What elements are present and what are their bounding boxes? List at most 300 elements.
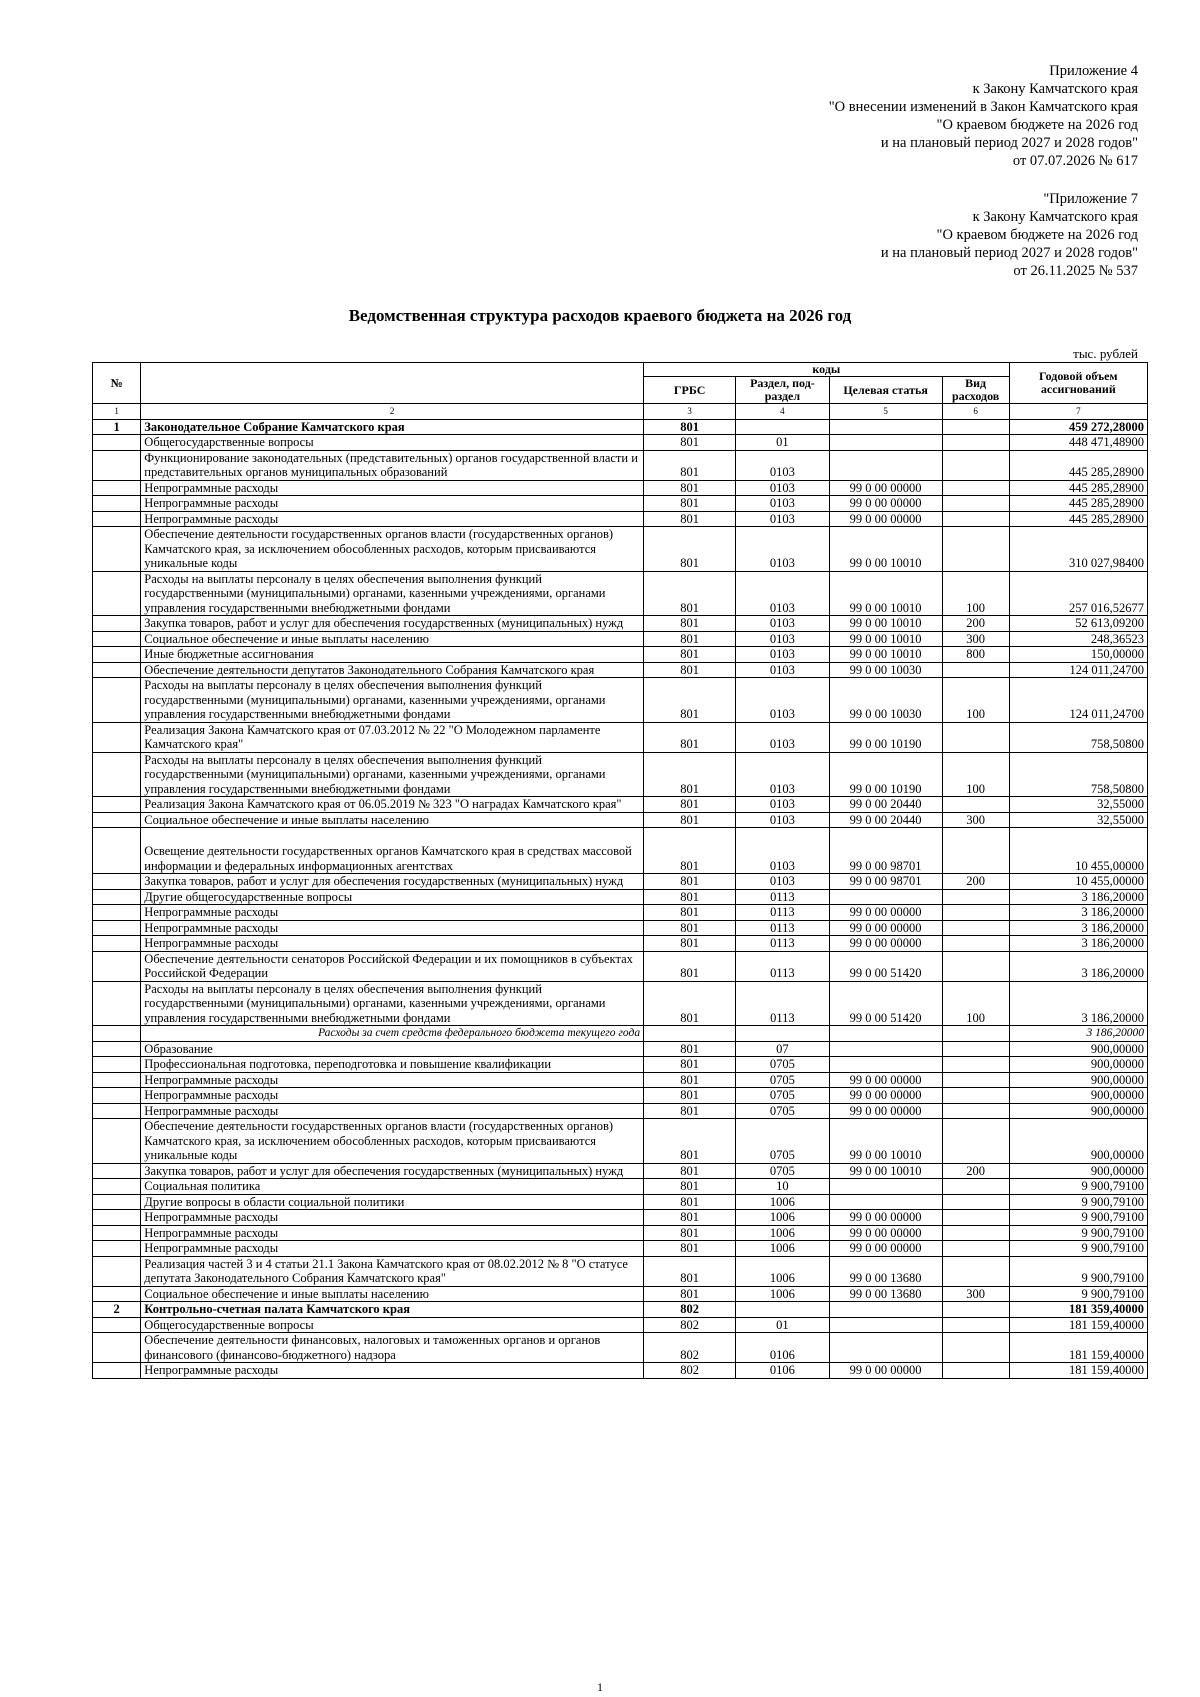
row-target-article: 99 0 00 10190	[829, 722, 942, 752]
annex-block	[829, 62, 1138, 170]
table-row	[93, 480, 1148, 496]
row-target-article: 99 0 00 51420	[829, 981, 942, 1026]
annex-line: Приложение 4	[1049, 63, 1138, 79]
row-number	[93, 1286, 141, 1302]
row-number	[93, 1194, 141, 1210]
row-number	[93, 828, 141, 874]
row-description: Другие общегосударственные вопросы	[141, 889, 644, 905]
table-row	[93, 1119, 1148, 1164]
row-number	[93, 905, 141, 921]
row-grbs: 801	[644, 1241, 736, 1257]
row-number: 1	[93, 419, 141, 435]
row-amount: 900,00000	[1009, 1041, 1147, 1057]
row-amount: 459 272,28000	[1009, 419, 1147, 435]
row-section: 0103	[736, 647, 829, 663]
column-number: 2	[141, 404, 644, 420]
row-target-article	[829, 450, 942, 480]
annex-line: от 26.11.2025 № 537	[1013, 263, 1138, 279]
row-section: 0705	[736, 1103, 829, 1119]
row-grbs: 802	[644, 1363, 736, 1379]
row-grbs: 801	[644, 511, 736, 527]
row-expense-type	[942, 1194, 1009, 1210]
row-target-article: 99 0 00 00000	[829, 496, 942, 512]
row-section: 0106	[736, 1363, 829, 1379]
row-grbs: 801	[644, 1103, 736, 1119]
row-amount: 150,00000	[1009, 647, 1147, 663]
row-amount: 445 285,28900	[1009, 480, 1147, 496]
row-description: Непрограммные расходы	[141, 1072, 644, 1088]
row-amount: 3 186,20000	[1009, 1026, 1147, 1042]
budget-table	[92, 362, 1148, 1379]
table-row	[93, 419, 1148, 435]
row-expense-type	[942, 1363, 1009, 1379]
row-grbs: 801	[644, 1210, 736, 1226]
row-number	[93, 631, 141, 647]
row-number	[93, 662, 141, 678]
table-row	[93, 1057, 1148, 1073]
row-target-article: 99 0 00 10010	[829, 647, 942, 663]
table-row	[93, 951, 1148, 981]
row-expense-type	[942, 480, 1009, 496]
row-description: Закупка товаров, работ и услуг для обеспечения государственных (муниципальных) нужд	[141, 616, 644, 632]
row-target-article: 99 0 00 00000	[829, 1072, 942, 1088]
row-description: Социальное обеспечение и иные выплаты населению	[141, 1286, 644, 1302]
header-amount: Годовой объем ассигнований	[1009, 363, 1147, 404]
row-grbs: 801	[644, 889, 736, 905]
row-amount: 9 900,79100	[1009, 1256, 1147, 1286]
row-expense-type	[942, 722, 1009, 752]
row-expense-type	[942, 936, 1009, 952]
table-row	[93, 647, 1148, 663]
row-description: Непрограммные расходы	[141, 1103, 644, 1119]
row-section: 1006	[736, 1241, 829, 1257]
annex-block	[829, 190, 1138, 280]
document-title: Ведомственная структура расходов краевого бюджета на 2026 год	[348, 306, 852, 325]
row-number	[93, 812, 141, 828]
row-section: 0103	[736, 616, 829, 632]
row-section: 0103	[736, 571, 829, 616]
row-target-article: 99 0 00 00000	[829, 1088, 942, 1104]
row-section: 1006	[736, 1286, 829, 1302]
row-description: Расходы на выплаты персоналу в целях обеспечения выполнения функций государственными (муниципальными) органами, казенными учреждениями, органами управления государственными внебюджетными фондами	[141, 678, 644, 723]
row-grbs: 801	[644, 1256, 736, 1286]
table-row	[93, 1041, 1148, 1057]
table-row	[93, 1256, 1148, 1286]
row-section: 0705	[736, 1119, 829, 1164]
row-expense-type	[942, 1241, 1009, 1257]
row-number	[93, 1363, 141, 1379]
row-amount: 448 471,48900	[1009, 435, 1147, 451]
row-target-article	[829, 419, 942, 435]
row-description: Непрограммные расходы	[141, 496, 644, 512]
row-grbs: 801	[644, 647, 736, 663]
table-row	[93, 752, 1148, 797]
annex-line: "О краевом бюджете на 2026 год	[936, 117, 1138, 133]
table-row	[93, 936, 1148, 952]
row-amount: 3 186,20000	[1009, 920, 1147, 936]
header-codes: коды	[644, 363, 1010, 377]
row-section: 1006	[736, 1194, 829, 1210]
row-description: Непрограммные расходы	[141, 920, 644, 936]
row-grbs: 801	[644, 1163, 736, 1179]
row-description: Контрольно-счетная палата Камчатского края	[141, 1302, 644, 1318]
row-number	[93, 951, 141, 981]
row-description: Расходы на выплаты персоналу в целях обеспечения выполнения функций государственными (муниципальными) органами, казенными учреждениями, органами управления государственными внебюджетными фондами	[141, 752, 644, 797]
row-grbs: 801	[644, 450, 736, 480]
row-amount: 181 359,40000	[1009, 1302, 1147, 1318]
row-amount: 900,00000	[1009, 1103, 1147, 1119]
table-row	[93, 511, 1148, 527]
row-expense-type	[942, 905, 1009, 921]
row-amount: 10 455,00000	[1009, 874, 1147, 890]
row-expense-type	[942, 419, 1009, 435]
table-row	[93, 1072, 1148, 1088]
row-grbs: 801	[644, 1072, 736, 1088]
table-row	[93, 1179, 1148, 1195]
row-amount: 257 016,52677	[1009, 571, 1147, 616]
row-target-article: 99 0 00 00000	[829, 920, 942, 936]
row-grbs: 801	[644, 631, 736, 647]
row-target-article: 99 0 00 20440	[829, 812, 942, 828]
row-description: Социальное обеспечение и иные выплаты населению	[141, 631, 644, 647]
row-amount: 758,50800	[1009, 722, 1147, 752]
row-number	[93, 1225, 141, 1241]
row-expense-type	[942, 1333, 1009, 1363]
table-row	[93, 1363, 1148, 1379]
row-section: 0103	[736, 450, 829, 480]
row-number	[93, 1057, 141, 1073]
row-section	[736, 1302, 829, 1318]
row-number	[93, 1088, 141, 1104]
row-expense-type: 200	[942, 1163, 1009, 1179]
header-grbs: ГРБС	[644, 377, 736, 404]
row-expense-type: 100	[942, 678, 1009, 723]
header-type: Вид расходов	[942, 377, 1009, 404]
row-section: 0705	[736, 1057, 829, 1073]
row-section: 0113	[736, 936, 829, 952]
row-grbs: 801	[644, 797, 736, 813]
row-number	[93, 1256, 141, 1286]
row-grbs: 801	[644, 527, 736, 572]
row-number	[93, 496, 141, 512]
row-description: Социальная политика	[141, 1179, 644, 1195]
row-expense-type	[942, 1119, 1009, 1164]
row-description: Обеспечение деятельности сенаторов Российской Федерации и их помощников в субъектах Российской Федерации	[141, 951, 644, 981]
row-amount: 3 186,20000	[1009, 905, 1147, 921]
row-section: 07	[736, 1041, 829, 1057]
row-amount: 900,00000	[1009, 1057, 1147, 1073]
row-description: Непрограммные расходы	[141, 511, 644, 527]
table-row	[93, 828, 1148, 874]
row-number	[93, 1103, 141, 1119]
row-amount: 124 011,24700	[1009, 662, 1147, 678]
row-description: Обеспечение деятельности государственных органов власти (государственных органов) Камчатского края, за исключением обособленных расходов, которым присваиваются уникальные коды	[141, 1119, 644, 1164]
row-number	[93, 1163, 141, 1179]
row-section: 1006	[736, 1256, 829, 1286]
row-section: 0103	[736, 722, 829, 752]
row-grbs: 801	[644, 874, 736, 890]
row-description: Обеспечение деятельности государственных органов власти (государственных органов) Камчатского края, за исключением обособленных расходов, которым присваиваются уникальные коды	[141, 527, 644, 572]
row-section: 0103	[736, 662, 829, 678]
row-number	[93, 450, 141, 480]
table-row	[93, 874, 1148, 890]
row-expense-type: 100	[942, 752, 1009, 797]
table-row	[93, 1302, 1148, 1318]
row-description: Закупка товаров, работ и услуг для обеспечения государственных (муниципальных) нужд	[141, 1163, 644, 1179]
row-description: Непрограммные расходы	[141, 1088, 644, 1104]
page-number: 1	[597, 1680, 603, 1694]
table-row	[93, 571, 1148, 616]
row-expense-type	[942, 511, 1009, 527]
table-row	[93, 981, 1148, 1026]
row-target-article: 99 0 00 00000	[829, 1241, 942, 1257]
row-target-article	[829, 435, 942, 451]
row-section: 0103	[736, 511, 829, 527]
row-description: Непрограммные расходы	[141, 1210, 644, 1226]
row-number	[93, 647, 141, 663]
row-grbs: 802	[644, 1317, 736, 1333]
row-target-article: 99 0 00 13680	[829, 1256, 942, 1286]
row-grbs: 801	[644, 905, 736, 921]
row-grbs: 802	[644, 1333, 736, 1363]
row-section: 0103	[736, 496, 829, 512]
row-section: 0113	[736, 951, 829, 981]
row-target-article: 99 0 00 00000	[829, 511, 942, 527]
row-section: 1006	[736, 1225, 829, 1241]
row-amount: 445 285,28900	[1009, 496, 1147, 512]
row-grbs: 801	[644, 752, 736, 797]
row-target-article: 99 0 00 10010	[829, 527, 942, 572]
row-section: 0705	[736, 1088, 829, 1104]
row-amount: 445 285,28900	[1009, 511, 1147, 527]
column-number: 4	[736, 404, 829, 420]
row-amount: 52 613,09200	[1009, 616, 1147, 632]
row-target-article: 99 0 00 10010	[829, 616, 942, 632]
row-description: Непрограммные расходы	[141, 1225, 644, 1241]
row-target-article	[829, 1179, 942, 1195]
row-number	[93, 936, 141, 952]
row-target-article: 99 0 00 00000	[829, 480, 942, 496]
table-row	[93, 1194, 1148, 1210]
row-target-article	[829, 1057, 942, 1073]
row-amount: 3 186,20000	[1009, 951, 1147, 981]
row-target-article: 99 0 00 00000	[829, 1225, 942, 1241]
row-grbs: 801	[644, 936, 736, 952]
row-grbs: 801	[644, 480, 736, 496]
row-number	[93, 527, 141, 572]
row-target-article	[829, 1194, 942, 1210]
row-number	[93, 571, 141, 616]
column-number: 7	[1009, 404, 1147, 420]
row-number	[93, 678, 141, 723]
row-expense-type: 300	[942, 1286, 1009, 1302]
row-number	[93, 1026, 141, 1042]
row-target-article: 99 0 00 13680	[829, 1286, 942, 1302]
row-grbs	[644, 1026, 736, 1042]
column-number: 1	[93, 404, 141, 420]
row-section: 0103	[736, 480, 829, 496]
row-description: Реализация Закона Камчатского края от 07.03.2012 № 22 "О Молодежном парламенте Камчатского края"	[141, 722, 644, 752]
row-number	[93, 480, 141, 496]
table-row	[93, 920, 1148, 936]
table-row	[93, 1210, 1148, 1226]
row-section: 0103	[736, 678, 829, 723]
row-number: 2	[93, 1302, 141, 1318]
row-target-article: 99 0 00 00000	[829, 1103, 942, 1119]
units-label: тыс. рублей	[1073, 346, 1138, 361]
row-target-article: 99 0 00 10010	[829, 1119, 942, 1164]
row-amount: 9 900,79100	[1009, 1179, 1147, 1195]
row-number	[93, 889, 141, 905]
row-target-article	[829, 1317, 942, 1333]
row-expense-type	[942, 1057, 1009, 1073]
row-amount: 758,50800	[1009, 752, 1147, 797]
annex-line: и на плановый период 2027 и 2028 годов"	[880, 245, 1138, 261]
row-expense-type	[942, 527, 1009, 572]
row-amount: 124 011,24700	[1009, 678, 1147, 723]
row-target-article: 99 0 00 20440	[829, 797, 942, 813]
row-grbs: 801	[644, 496, 736, 512]
row-section: 0103	[736, 631, 829, 647]
row-expense-type: 100	[942, 571, 1009, 616]
table-row	[93, 527, 1148, 572]
row-amount: 9 900,79100	[1009, 1225, 1147, 1241]
row-expense-type	[942, 1041, 1009, 1057]
row-target-article: 99 0 00 00000	[829, 1210, 942, 1226]
row-target-article	[829, 1026, 942, 1042]
row-description: Реализация частей 3 и 4 статьи 21.1 Закона Камчатского края от 08.02.2012 № 8 "О статусе депутата Законодательного Собрания Камчатского края"	[141, 1256, 644, 1286]
row-expense-type	[942, 1225, 1009, 1241]
row-target-article	[829, 1333, 942, 1363]
row-expense-type	[942, 1179, 1009, 1195]
row-amount: 32,55000	[1009, 797, 1147, 813]
row-target-article: 99 0 00 10010	[829, 571, 942, 616]
row-description: Расходы на выплаты персоналу в целях обеспечения выполнения функций государственными (муниципальными) органами, казенными учреждениями, органами управления государственными внебюджетными фондами	[141, 981, 644, 1026]
row-number	[93, 1179, 141, 1195]
row-grbs: 801	[644, 1286, 736, 1302]
row-target-article	[829, 1302, 942, 1318]
header-name	[141, 363, 644, 404]
row-amount: 248,36523	[1009, 631, 1147, 647]
column-number-row	[93, 404, 1148, 420]
row-grbs: 801	[644, 419, 736, 435]
table-row	[93, 1026, 1148, 1042]
row-number	[93, 920, 141, 936]
row-number	[93, 752, 141, 797]
annex-line: "О внесении изменений в Закон Камчатского края	[828, 99, 1138, 115]
table-row	[93, 678, 1148, 723]
row-number	[93, 1333, 141, 1363]
row-expense-type	[942, 662, 1009, 678]
row-grbs: 801	[644, 981, 736, 1026]
row-description: Обеспечение деятельности депутатов Законодательного Собрания Камчатского края	[141, 662, 644, 678]
row-target-article: 99 0 00 00000	[829, 1363, 942, 1379]
row-description: Непрограммные расходы	[141, 905, 644, 921]
row-expense-type	[942, 1072, 1009, 1088]
row-target-article	[829, 1041, 942, 1057]
row-section: 0103	[736, 874, 829, 890]
row-section: 0103	[736, 797, 829, 813]
row-section: 0705	[736, 1163, 829, 1179]
row-expense-type: 300	[942, 812, 1009, 828]
header-target: Целевая статья	[829, 377, 942, 404]
row-grbs: 801	[644, 678, 736, 723]
row-description: Функционирование законодательных (представительных) органов государственной власти и представительных органов муниципальных образований	[141, 450, 644, 480]
annex-headers	[829, 62, 1138, 300]
annex-line: к Закону Камчатского края	[972, 81, 1138, 97]
row-target-article: 99 0 00 10030	[829, 678, 942, 723]
row-amount: 3 186,20000	[1009, 889, 1147, 905]
row-grbs: 801	[644, 1057, 736, 1073]
row-description: Непрограммные расходы	[141, 1363, 644, 1379]
header-num: №	[93, 363, 141, 404]
row-grbs: 801	[644, 616, 736, 632]
table-row	[93, 1241, 1148, 1257]
table-row	[93, 450, 1148, 480]
annex-line: "О краевом бюджете на 2026 год	[936, 227, 1138, 243]
row-section: 01	[736, 435, 829, 451]
row-grbs: 801	[644, 1225, 736, 1241]
row-amount: 3 186,20000	[1009, 981, 1147, 1026]
row-expense-type	[942, 435, 1009, 451]
row-section: 0103	[736, 527, 829, 572]
row-grbs: 801	[644, 1179, 736, 1195]
row-section: 10	[736, 1179, 829, 1195]
row-section: 0113	[736, 889, 829, 905]
row-number	[93, 874, 141, 890]
row-description: Расходы на выплаты персоналу в целях обеспечения выполнения функций государственными (муниципальными) органами, казенными учреждениями, органами управления государственными внебюджетными фондами	[141, 571, 644, 616]
row-expense-type	[942, 1088, 1009, 1104]
table-row	[93, 905, 1148, 921]
row-number	[93, 797, 141, 813]
row-number	[93, 1317, 141, 1333]
row-expense-type	[942, 1256, 1009, 1286]
row-expense-type	[942, 797, 1009, 813]
row-expense-type: 200	[942, 616, 1009, 632]
row-description: Профессиональная подготовка, переподготовка и повышение квалификации	[141, 1057, 644, 1073]
row-description: Обеспечение деятельности финансовых, налоговых и таможенных органов и органов финансового (финансово-бюджетного) надзора	[141, 1333, 644, 1363]
row-description: Непрограммные расходы	[141, 480, 644, 496]
row-number	[93, 511, 141, 527]
table-row	[93, 631, 1148, 647]
row-description: Реализация Закона Камчатского края от 06.05.2019 № 323 "О наградах Камчатского края"	[141, 797, 644, 813]
row-section: 0705	[736, 1072, 829, 1088]
row-number	[93, 722, 141, 752]
table-row	[93, 662, 1148, 678]
row-amount: 445 285,28900	[1009, 450, 1147, 480]
row-target-article: 99 0 00 98701	[829, 828, 942, 874]
row-expense-type	[942, 951, 1009, 981]
row-grbs: 801	[644, 435, 736, 451]
row-amount: 9 900,79100	[1009, 1194, 1147, 1210]
row-amount: 10 455,00000	[1009, 828, 1147, 874]
row-grbs: 802	[644, 1302, 736, 1318]
header-section: Раздел, под-раздел	[736, 377, 829, 404]
table-row	[93, 435, 1148, 451]
row-section: 0103	[736, 752, 829, 797]
row-number	[93, 1241, 141, 1257]
row-description: Закупка товаров, работ и услуг для обеспечения государственных (муниципальных) нужд	[141, 874, 644, 890]
row-grbs: 801	[644, 571, 736, 616]
row-grbs: 801	[644, 812, 736, 828]
row-target-article: 99 0 00 98701	[829, 874, 942, 890]
row-description: Непрограммные расходы	[141, 1241, 644, 1257]
row-section	[736, 1026, 829, 1042]
row-grbs: 801	[644, 662, 736, 678]
table-row	[93, 1088, 1148, 1104]
row-description: Образование	[141, 1041, 644, 1057]
table-row	[93, 1163, 1148, 1179]
